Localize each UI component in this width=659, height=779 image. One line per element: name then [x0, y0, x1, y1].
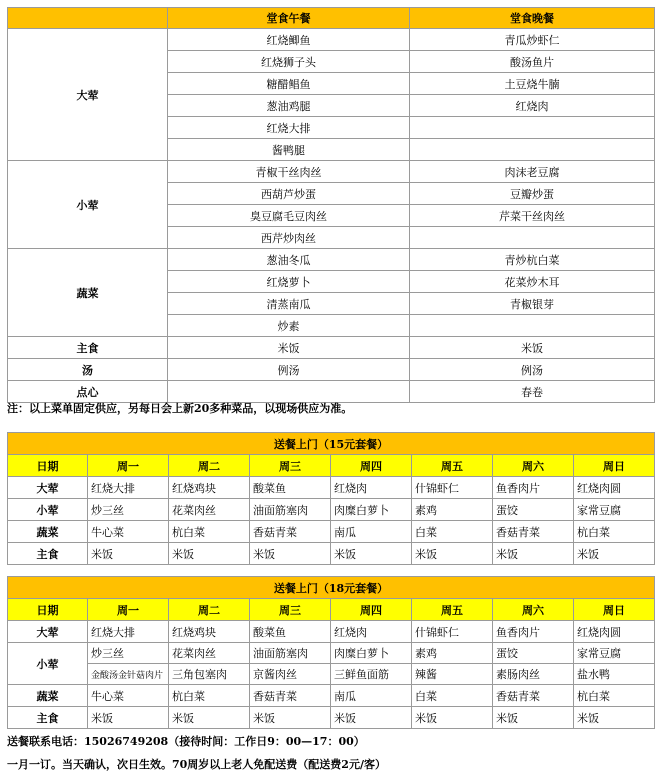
dish-cell: 花菜肉丝 — [169, 499, 250, 521]
dinner-dish: 青瓜炒虾仁 — [410, 29, 655, 51]
lunch-dish: 西葫芦炒蛋 — [168, 183, 410, 205]
day-header: 周三 — [250, 455, 331, 477]
dish-cell: 三鲜鱼面筋 — [331, 664, 412, 685]
day-header: 周五 — [412, 455, 493, 477]
day-header: 周六 — [493, 455, 574, 477]
delivery15-row — [8, 499, 655, 521]
lunch-dish: 青椒干丝肉丝 — [168, 161, 410, 183]
lunch-dish: 例汤 — [168, 359, 410, 381]
delivery18-days-row — [8, 599, 655, 621]
lunch-dish: 葱油冬瓜 — [168, 249, 410, 271]
dish-cell: 南瓜 — [331, 685, 412, 707]
category-label: 小荤 — [8, 643, 88, 685]
delivery15-title-row — [8, 433, 655, 455]
dish-cell: 红烧大排 — [88, 621, 169, 643]
dinner-dish — [410, 227, 655, 249]
lunch-dish: 炒素 — [168, 315, 410, 337]
category-label: 大荤 — [8, 29, 168, 161]
lunch-dish: 臭豆腐毛豆肉丝 — [168, 205, 410, 227]
dish-cell: 肉糜白萝卜 — [331, 499, 412, 521]
day-header: 周三 — [250, 599, 331, 621]
dish-cell: 牛心菜 — [88, 685, 169, 707]
dish-cell: 蛋饺 — [493, 643, 574, 664]
dish-cell: 牛心菜 — [88, 521, 169, 543]
dinner-dish: 肉沫老豆腐 — [410, 161, 655, 183]
dish-cell: 红烧鸡块 — [169, 621, 250, 643]
dish-cell: 米饭 — [331, 543, 412, 565]
day-header: 周六 — [493, 599, 574, 621]
dish-cell: 蛋饺 — [493, 499, 574, 521]
delivery18-row — [8, 643, 655, 664]
category-label: 大荤 — [8, 621, 88, 643]
lunch-dish: 米饭 — [168, 337, 410, 359]
day-header: 周四 — [331, 455, 412, 477]
category-label: 蔬菜 — [8, 249, 168, 337]
dish-cell: 什锦虾仁 — [412, 477, 493, 499]
dinner-dish: 青炒杭白菜 — [410, 249, 655, 271]
dish-cell: 辣酱 — [412, 664, 493, 685]
day-header: 周五 — [412, 599, 493, 621]
day-header: 周二 — [169, 455, 250, 477]
category-label: 主食 — [8, 543, 88, 565]
lunch-dish: 红烧大排 — [168, 117, 410, 139]
dish-cell: 红烧大排 — [88, 477, 169, 499]
date-label: 日期 — [8, 599, 88, 621]
lunch-dish: 西芹炒肉丝 — [168, 227, 410, 249]
dish-cell: 素肠肉丝 — [493, 664, 574, 685]
dish-cell: 米饭 — [331, 707, 412, 729]
dish-cell: 酸菜鱼 — [250, 477, 331, 499]
dish-cell: 白菜 — [412, 685, 493, 707]
lunch-dish: 糖醋鲳鱼 — [168, 73, 410, 95]
dinner-dish: 酸汤鱼片 — [410, 51, 655, 73]
date-label: 日期 — [8, 455, 88, 477]
dish-cell: 南瓜 — [331, 521, 412, 543]
dish-cell: 鱼香肉片 — [493, 621, 574, 643]
menu-row — [8, 249, 655, 271]
delivery18-title: 送餐上门（18元套餐） — [8, 577, 655, 599]
delivery-15-table — [7, 432, 655, 565]
dinner-dish: 芹菜干丝肉丝 — [410, 205, 655, 227]
category-label: 汤 — [8, 359, 168, 381]
dish-cell: 盐水鸭 — [574, 664, 655, 685]
day-header: 周四 — [331, 599, 412, 621]
delivery18-row — [8, 685, 655, 707]
menu-header-row — [8, 8, 655, 29]
delivery15-row — [8, 477, 655, 499]
dish-cell: 香菇青菜 — [493, 685, 574, 707]
delivery15-row — [8, 543, 655, 565]
lunch-dish: 葱油鸡腿 — [168, 95, 410, 117]
dinner-dish: 春卷 — [410, 381, 655, 403]
dinner-dish: 红烧肉 — [410, 95, 655, 117]
dish-cell: 红烧肉 — [331, 477, 412, 499]
dish-cell: 米饭 — [250, 707, 331, 729]
lunch-dish: 红烧鲫鱼 — [168, 29, 410, 51]
dish-cell: 素鸡 — [412, 643, 493, 664]
dish-cell: 香菇青菜 — [250, 685, 331, 707]
dish-cell: 米饭 — [250, 543, 331, 565]
dish-cell: 家常豆腐 — [574, 643, 655, 664]
lunch-dish: 红烧狮子头 — [168, 51, 410, 73]
header-lunch: 堂食午餐 — [168, 8, 410, 29]
header-corner — [8, 8, 168, 29]
dinner-dish — [410, 117, 655, 139]
dish-cell: 白菜 — [412, 521, 493, 543]
dish-cell: 米饭 — [574, 543, 655, 565]
lunch-dish: 清蒸南瓜 — [168, 293, 410, 315]
delivery-terms: 一月一订。当天确认，次日生效。70周岁以上老人免配送费（配送费2元/客） — [7, 758, 386, 771]
day-header: 周一 — [88, 455, 169, 477]
header-dinner: 堂食晚餐 — [410, 8, 655, 29]
category-label: 点心 — [8, 381, 168, 403]
dish-cell: 米饭 — [88, 707, 169, 729]
menu-row — [8, 359, 655, 381]
menu-note: 注：以上菜单固定供应，另每日会上新20多种菜品，以现场供应为准。 — [7, 402, 353, 415]
category-label: 大荤 — [8, 477, 88, 499]
lunch-dish: 酱鸭腿 — [168, 139, 410, 161]
dish-cell: 红烧鸡块 — [169, 477, 250, 499]
dish-cell: 杭白菜 — [169, 685, 250, 707]
dish-cell: 米饭 — [493, 543, 574, 565]
menu-row — [8, 161, 655, 183]
category-label: 小荤 — [8, 161, 168, 249]
dish-cell: 什锦虾仁 — [412, 621, 493, 643]
dish-cell: 鱼香肉片 — [493, 477, 574, 499]
dish-cell: 酸菜鱼 — [250, 621, 331, 643]
dish-cell: 米饭 — [412, 707, 493, 729]
dish-cell: 米饭 — [493, 707, 574, 729]
dish-cell: 米饭 — [88, 543, 169, 565]
dinner-dish: 例汤 — [410, 359, 655, 381]
delivery18-title-row — [8, 577, 655, 599]
dinner-dish: 花菜炒木耳 — [410, 271, 655, 293]
dish-cell: 炒三丝 — [88, 499, 169, 521]
day-header: 周二 — [169, 599, 250, 621]
dish-cell: 米饭 — [169, 707, 250, 729]
menu-row — [8, 29, 655, 51]
dinner-dish — [410, 315, 655, 337]
category-label: 小荤 — [8, 499, 88, 521]
dinner-dish: 青椒银芽 — [410, 293, 655, 315]
dish-cell: 京酱肉丝 — [250, 664, 331, 685]
delivery-phone: 送餐联系电话：15026749208（接待时间：工作日9：00—17：00） — [7, 735, 365, 748]
category-label: 主食 — [8, 337, 168, 359]
dish-cell: 香菇青菜 — [250, 521, 331, 543]
delivery15-days-row — [8, 455, 655, 477]
dish-cell: 米饭 — [574, 707, 655, 729]
category-label: 蔬菜 — [8, 685, 88, 707]
dinner-dish: 豆瓣炒蛋 — [410, 183, 655, 205]
lunch-dish: 红烧萝卜 — [168, 271, 410, 293]
dish-cell: 油面筋塞肉 — [250, 643, 331, 664]
dish-cell: 杭白菜 — [169, 521, 250, 543]
day-header: 周日 — [574, 455, 655, 477]
dish-cell: 金酸汤金针菇肉片 — [88, 664, 169, 685]
dish-cell: 杭白菜 — [574, 521, 655, 543]
dish-cell: 肉糜白萝卜 — [331, 643, 412, 664]
dish-cell: 花菜肉丝 — [169, 643, 250, 664]
day-header: 周一 — [88, 599, 169, 621]
category-label: 蔬菜 — [8, 521, 88, 543]
dinner-dish — [410, 139, 655, 161]
dish-cell: 家常豆腐 — [574, 499, 655, 521]
dish-cell: 炒三丝 — [88, 643, 169, 664]
dinner-dish: 米饭 — [410, 337, 655, 359]
dish-cell: 红烧肉圆 — [574, 477, 655, 499]
dish-cell: 米饭 — [169, 543, 250, 565]
delivery18-row — [8, 664, 655, 685]
menu-row — [8, 337, 655, 359]
category-label: 主食 — [8, 707, 88, 729]
delivery15-row — [8, 521, 655, 543]
dish-cell: 杭白菜 — [574, 685, 655, 707]
dish-cell: 香菇青菜 — [493, 521, 574, 543]
dish-cell: 三角包塞肉 — [169, 664, 250, 685]
dish-cell: 油面筋塞肉 — [250, 499, 331, 521]
delivery15-title: 送餐上门（15元套餐） — [8, 433, 655, 455]
dinner-dish: 土豆烧牛腩 — [410, 73, 655, 95]
day-header: 周日 — [574, 599, 655, 621]
delivery18-row — [8, 621, 655, 643]
canteen-menu-table — [7, 7, 655, 403]
delivery18-row — [8, 707, 655, 729]
dish-cell: 红烧肉圆 — [574, 621, 655, 643]
dish-cell: 米饭 — [412, 543, 493, 565]
dish-cell: 素鸡 — [412, 499, 493, 521]
dish-cell: 红烧肉 — [331, 621, 412, 643]
delivery-18-table — [7, 576, 655, 729]
